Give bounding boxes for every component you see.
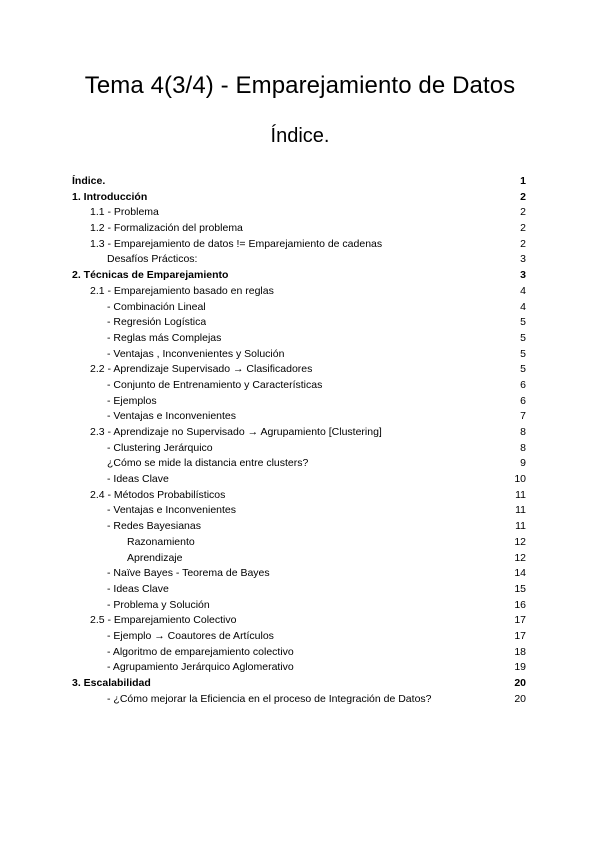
toc-entry[interactable] — [72, 347, 526, 363]
toc-entry-page-number: 1 — [520, 175, 526, 187]
document-title: Tema 4(3/4) - Emparejamiento de Datos — [84, 72, 516, 99]
toc-entry-label: 1.1 - Problema — [90, 206, 159, 219]
toc-entry-label: 2.3 - Aprendizaje no Supervisado → Agrupamiento [Clustering] — [90, 426, 382, 438]
toc-entry-page-number: 19 — [514, 661, 526, 674]
table-of-contents — [72, 174, 526, 707]
toc-entry-page-number: 8 — [520, 426, 526, 438]
toc-entry[interactable] — [72, 613, 526, 629]
toc-entry-page-number: 6 — [520, 378, 526, 391]
toc-entry-page-number: 14 — [514, 567, 526, 580]
toc-entry-label: 2.1 - Emparejamiento basado en reglas — [90, 284, 274, 297]
toc-entry[interactable] — [72, 378, 526, 394]
toc-entry[interactable] — [72, 331, 526, 347]
toc-entry-page-number: 11 — [515, 488, 526, 501]
toc-entry-label: Aprendizaje — [127, 551, 183, 564]
toc-entry-label: - Ventajas e Inconvenientes — [107, 410, 237, 423]
toc-entry[interactable] — [72, 488, 526, 504]
toc-entry-label: 2.5 - Emparejamiento Colectivo — [90, 614, 237, 627]
toc-entry-label: - Redes Bayesianas — [107, 520, 201, 533]
toc-entry-label: - Combinación Lineal — [107, 300, 206, 313]
toc-entry-page-number: 20 — [514, 677, 526, 689]
toc-entry-label: - Ideas Clave — [107, 582, 169, 595]
toc-entry-label: - Problema y Solución — [107, 598, 210, 611]
toc-entry-page-number: 6 — [520, 394, 526, 407]
toc-entry[interactable] — [72, 205, 526, 221]
toc-entry[interactable] — [72, 551, 526, 567]
toc-entry[interactable] — [72, 582, 526, 598]
toc-entry-label: 3. Escalabilidad — [72, 677, 151, 689]
toc-entry-page-number: 2 — [520, 222, 526, 235]
toc-entry-page-number: 5 — [520, 363, 526, 376]
toc-entry-label: - Clustering Jerárquico — [107, 441, 213, 454]
toc-entry-label: - Algoritmo de emparejamiento colectivo — [107, 645, 294, 658]
toc-entry-label: Razonamiento — [127, 535, 195, 548]
toc-entry-label: ¿Cómo se mide la distancia entre clusters? — [107, 457, 309, 470]
toc-entry[interactable] — [72, 566, 526, 582]
toc-entry-page-number: 17 — [514, 614, 526, 627]
toc-entry-page-number: 12 — [514, 535, 526, 548]
toc-entry-label: - ¿Cómo mejorar la Eficiencia en el proceso de Integración de Datos? — [107, 692, 432, 705]
toc-entry-page-number: 3 — [520, 253, 526, 266]
toc-entry[interactable] — [72, 660, 526, 676]
toc-entry-page-number: 5 — [520, 347, 526, 360]
toc-entry[interactable] — [72, 692, 526, 708]
toc-entry[interactable] — [72, 535, 526, 551]
index-heading: Índice. — [270, 125, 330, 147]
toc-entry[interactable] — [72, 598, 526, 614]
toc-entry-page-number: 7 — [520, 410, 526, 423]
toc-entry[interactable] — [72, 629, 526, 645]
toc-entry[interactable] — [72, 284, 526, 300]
toc-entry-label: - Reglas más Complejas — [107, 331, 222, 344]
toc-entry-page-number: 9 — [520, 457, 526, 470]
toc-entry-page-number: 20 — [514, 692, 526, 705]
toc-entry-page-number: 4 — [520, 284, 526, 297]
toc-entry[interactable] — [72, 425, 526, 441]
toc-entry[interactable] — [72, 252, 526, 268]
toc-entry-page-number: 5 — [520, 316, 526, 329]
toc-entry[interactable] — [72, 221, 526, 237]
toc-entry[interactable] — [72, 315, 526, 331]
toc-entry-label: - Regresión Logística — [107, 316, 207, 329]
toc-entry[interactable] — [72, 190, 526, 206]
toc-entry-page-number: 4 — [520, 300, 526, 313]
toc-entry[interactable] — [72, 394, 526, 410]
toc-entry-label: 2.2 - Aprendizaje Supervisado → Clasificadores — [90, 363, 313, 376]
toc-entry[interactable] — [72, 676, 526, 692]
toc-entry-page-number: 2 — [520, 190, 526, 203]
toc-entry-label: Índice. — [72, 175, 106, 187]
toc-entry-label: - Ideas Clave — [107, 473, 169, 486]
toc-entry-label: - Naïve Bayes - Teorema de Bayes — [107, 567, 270, 580]
toc-entry-page-number: 2 — [520, 206, 526, 219]
toc-entry-page-number: 18 — [514, 645, 526, 658]
toc-entry-page-number: 15 — [514, 582, 526, 595]
toc-entry-label: - Conjunto de Entrenamiento y Características — [107, 378, 323, 391]
toc-entry-label: 2.4 - Métodos Probabilísticos — [90, 488, 226, 501]
toc-entry[interactable] — [72, 268, 526, 284]
toc-entry[interactable] — [72, 300, 526, 316]
toc-entry[interactable] — [72, 519, 526, 535]
toc-entry-page-number: 11 — [515, 504, 526, 517]
toc-entry-label: - Agrupamiento Jerárquico Aglomerativo — [107, 661, 294, 674]
toc-entry-label: 2. Técnicas de Emparejamiento — [72, 269, 229, 282]
toc-entry-page-number: 11 — [515, 520, 526, 533]
toc-entry-page-number: 8 — [520, 441, 526, 454]
toc-entry[interactable] — [72, 441, 526, 457]
toc-entry-page-number: 10 — [514, 473, 526, 486]
toc-entry-label: 1.2 - Formalización del problema — [90, 222, 243, 235]
toc-entry[interactable] — [72, 362, 526, 378]
toc-entry[interactable] — [72, 237, 526, 253]
toc-entry[interactable] — [72, 409, 526, 425]
toc-entry-page-number: 17 — [514, 629, 526, 642]
toc-entry-page-number: 16 — [514, 598, 526, 611]
toc-entry[interactable] — [72, 456, 526, 472]
toc-entry-label: - Ejemplo → Coautores de Artículos — [107, 629, 274, 642]
toc-entry-label: 1. Introducción — [72, 190, 148, 203]
toc-entry-label: - Ventajas , Inconvenientes y Solución — [107, 347, 285, 360]
toc-entry[interactable] — [72, 645, 526, 661]
toc-entry[interactable] — [72, 472, 526, 488]
toc-entry-page-number: 12 — [514, 551, 526, 564]
toc-entry[interactable] — [72, 503, 526, 519]
toc-entry-label: 1.3 - Emparejamiento de datos != Emparejamiento de cadenas — [90, 237, 383, 250]
toc-entry-label: - Ventajas e Inconvenientes — [107, 504, 237, 517]
toc-entry-label: Desafíos Prácticos: — [107, 253, 198, 266]
toc-entry-page-number: 2 — [520, 237, 526, 250]
toc-entry-page-number: 5 — [520, 331, 526, 344]
toc-entry-page-number: 3 — [520, 269, 526, 282]
toc-entry[interactable] — [72, 174, 526, 190]
toc-entry-label: - Ejemplos — [107, 394, 157, 407]
